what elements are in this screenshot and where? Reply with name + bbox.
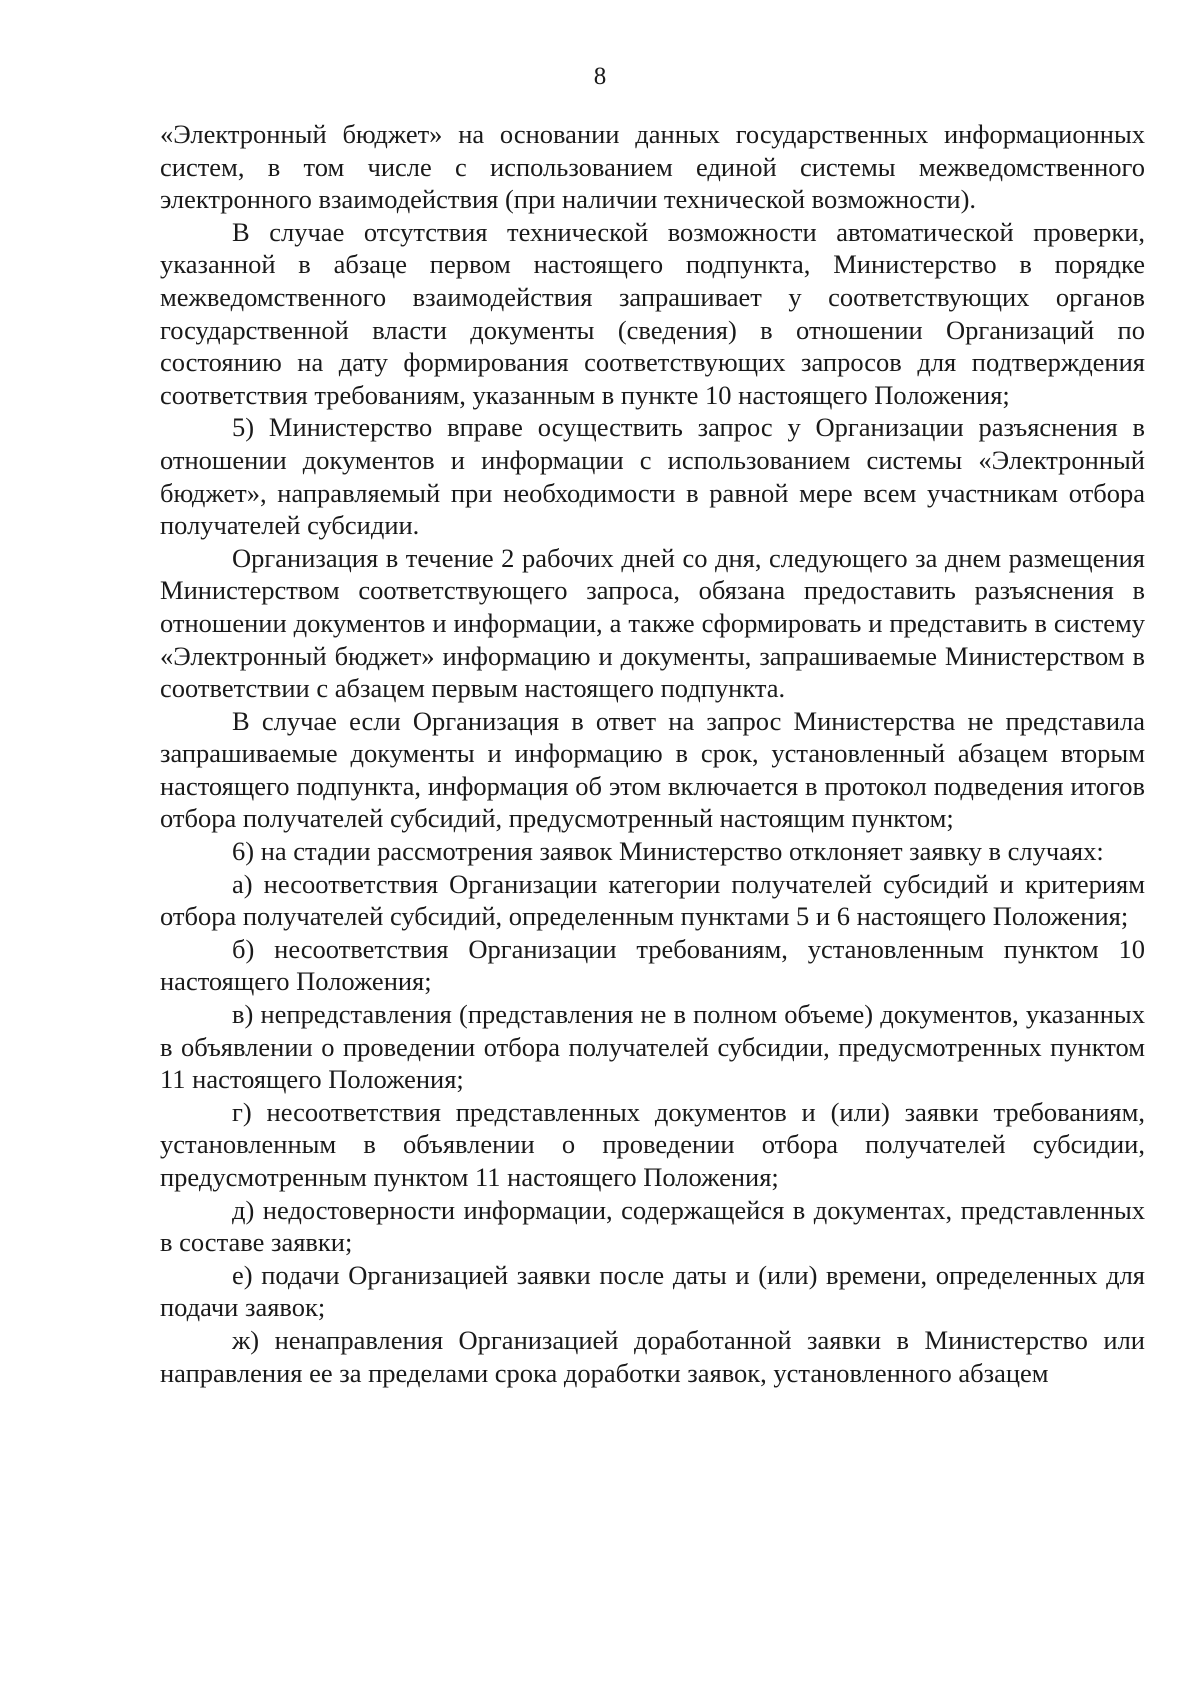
paragraph: ж) ненаправления Организацией доработанной заявки в Министерство или направления ее за пределами срока доработки заявок, установленного абзацем (160, 1324, 1145, 1388)
paragraph: 6) на стадии рассмотрения заявок Министерство отклоняет заявку в случаях: (232, 836, 1104, 867)
paragraph: е) подачи Организацией заявки после даты и (или) времени, определенных для подачи заявок; (160, 1259, 1145, 1323)
paragraph: В случае если Организация в ответ на запрос Министерства не представила запрашиваемые документы и информацию в срок, установленный абзацем вторым настоящего подпункта, информация об этом включается в протокол подведения итогов отбора получателей субсидий, предусмотренный настоящим пунктом; (160, 705, 1145, 834)
paragraph: в) непредставления (представления не в полном объеме) документов, указанных в объявлении о проведении отбора получателей субсидии, предусмотренных пунктом 11 настоящего Положения; (160, 999, 1145, 1095)
paragraph: Организация в течение 2 рабочих дней со дня, следующего за днем размещения Министерством соответствующего запроса, обязана предоставить разъяснения в отношении документов и информации, а также сформировать и представить в систему «Электронный бюджет» информацию и документы, запрашиваемые Министерством в соответствии с абзацем первым настоящего подпункта. (160, 542, 1145, 704)
paragraph: г) несоответствия представленных документов и (или) заявки требованиям, установленным в объявлении о проведении отбора получателей субсидии, предусмотренным пунктом 11 настоящего Положения; (160, 1096, 1145, 1192)
document-body (160, 118, 1145, 1389)
paragraph: д) недостоверности информации, содержащейся в документах, представленных в составе заявки; (160, 1194, 1145, 1258)
paragraph: «Электронный бюджет» на основании данных государственных информационных систем, в том числе с использованием единой системы межведомственного электронного взаимодействия (при наличии технической возможности). (160, 119, 1145, 215)
paragraph: б) несоответствия Организации требованиям, установленным пунктом 10 настоящего Положения; (160, 933, 1145, 997)
page-number: 8 (593, 63, 607, 90)
paragraph: а) несоответствия Организации категории получателей субсидий и критериям отбора получателей субсидий, определенным пунктами 5 и 6 настоящего Положения; (160, 868, 1145, 932)
paragraph: В случае отсутствия технической возможности автоматической проверки, указанной в абзаце первом настоящего подпункта, Министерство в порядке межведомственного взаимодействия запрашивает у соответствующих органов государственной власти документы (сведения) в отношении Организаций по состоянию на дату формирования соответствующих запросов для подтверждения соответствия требованиям, указанным в пункте 10 настоящего Положения; (160, 216, 1145, 410)
paragraph: 5) Министерство вправе осуществить запрос у Организации разъяснения в отношении документов и информации с использованием системы «Электронный бюджет», направляемый при необходимости в равной мере всем участникам отбора получателей субсидии. (160, 412, 1145, 541)
